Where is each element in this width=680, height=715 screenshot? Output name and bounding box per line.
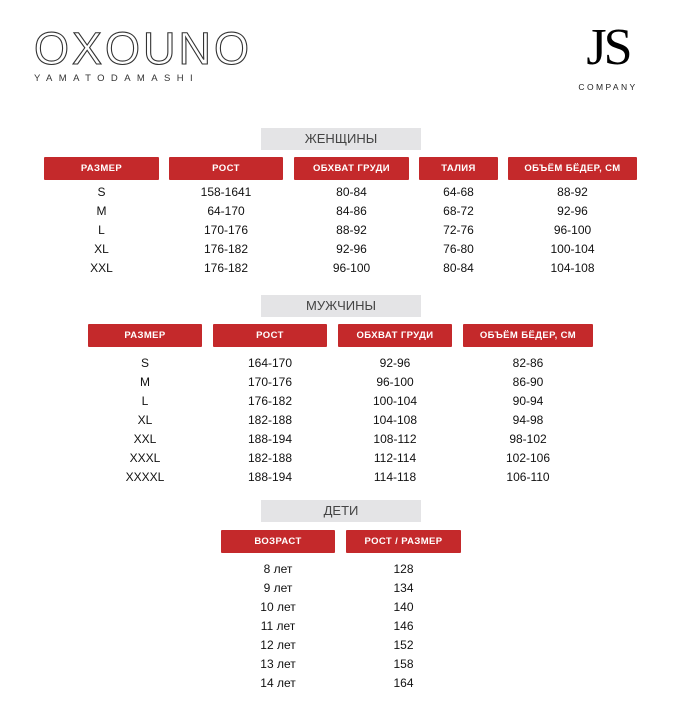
kids-header-height-size: РОСТ / РАЗМЕР [346, 530, 461, 553]
table-cell: 80-84 [336, 185, 367, 199]
table-cell: 102-106 [505, 451, 551, 465]
table-cell: 94-98 [512, 413, 544, 427]
kids-section-title: ДЕТИ [261, 500, 421, 522]
table-cell: 188-194 [247, 470, 293, 484]
table-cell: 176-182 [203, 242, 249, 256]
table-cell: 164-170 [247, 356, 293, 370]
table-cell: 100-104 [550, 242, 595, 256]
table-cell: 158-1641 [200, 185, 252, 199]
table-cell: 96-100 [376, 375, 414, 389]
logo-tagline: YAMATODAMASHI [34, 73, 200, 84]
table-cell: 100-104 [372, 394, 418, 408]
table-cell: 68-72 [443, 204, 474, 218]
table-cell: M [140, 375, 150, 389]
men-header-chest: ОБХВАТ ГРУДИ [338, 324, 452, 347]
table-cell: XL [94, 242, 109, 256]
table-cell: 9 лет [263, 581, 293, 595]
table-cell: 84-86 [336, 204, 367, 218]
table-cell: 80-84 [443, 261, 474, 275]
table-cell: S [140, 356, 149, 370]
table-cell: 72-76 [443, 223, 474, 237]
table-cell: 96-100 [332, 261, 371, 275]
women-header-chest: ОБХВАТ ГРУДИ [294, 157, 409, 180]
logo-company-text: COMPANY [578, 82, 638, 92]
table-cell: 104-108 [372, 413, 418, 427]
table-cell: 146 [393, 619, 414, 633]
table-cell: 92-96 [379, 356, 411, 370]
table-cell: 96-100 [553, 223, 592, 237]
table-cell: L [98, 223, 105, 237]
table-cell: 92-96 [557, 204, 588, 218]
table-cell: 134 [393, 581, 414, 595]
logo-wordmark: OXOUNO [34, 23, 253, 74]
table-cell: XXXXL [125, 470, 165, 484]
table-cell: 114-118 [373, 470, 417, 484]
table-cell: 170-176 [203, 223, 249, 237]
table-cell: 88-92 [557, 185, 588, 199]
women-header-height: РОСТ [169, 157, 283, 180]
table-cell: XL [137, 413, 153, 427]
table-cell: XXL [90, 261, 113, 275]
table-cell: 13 лет [260, 657, 296, 671]
women-section-title: ЖЕНЩИНЫ [261, 128, 421, 150]
table-cell: M [96, 204, 107, 218]
table-cell: 76-80 [443, 242, 474, 256]
table-cell: 98-102 [509, 432, 547, 446]
table-cell: 90-94 [512, 394, 544, 408]
table-cell: 14 лет [260, 676, 296, 690]
table-cell: L [141, 394, 149, 408]
table-cell: 164 [393, 676, 414, 690]
table-cell: XXXL [129, 451, 161, 465]
table-cell: 12 лет [260, 638, 296, 652]
table-cell: 106-110 [506, 470, 550, 484]
table-cell: 128 [393, 562, 414, 576]
table-cell: 64-68 [443, 185, 474, 199]
table-cell: 158 [393, 657, 414, 671]
women-header-size: РАЗМЕР [44, 157, 159, 180]
men-header-height: РОСТ [213, 324, 327, 347]
table-cell: 176-182 [247, 394, 293, 408]
js-company-logo [560, 20, 656, 92]
table-cell: 86-90 [512, 375, 544, 389]
table-cell: 82-86 [512, 356, 544, 370]
oxouno-logo [34, 23, 324, 84]
logo-monogram: JS [586, 19, 630, 76]
table-cell: 11 лет [260, 619, 296, 633]
table-cell: 182-188 [247, 413, 293, 427]
kids-header-age: ВОЗРАСТ [221, 530, 335, 553]
table-cell: 112-114 [373, 451, 417, 465]
women-header-hips: ОБЪЁМ БЁДЕР, СМ [508, 157, 637, 180]
table-cell: 140 [393, 600, 414, 614]
table-cell: 152 [393, 638, 414, 652]
table-cell: 108-112 [373, 432, 417, 446]
men-header-size: РАЗМЕР [88, 324, 202, 347]
table-cell: XXL [133, 432, 157, 446]
table-cell: 64-170 [207, 204, 245, 218]
table-cell: 176-182 [203, 261, 249, 275]
men-section-title: МУЖЧИНЫ [261, 295, 421, 317]
table-cell: 10 лет [260, 600, 296, 614]
table-cell: 182-188 [247, 451, 293, 465]
table-cell: 8 лет [263, 562, 293, 576]
men-header-hips: ОБЪЁМ БЁДЕР, СМ [463, 324, 593, 347]
table-cell: 188-194 [247, 432, 293, 446]
table-cell: 170-176 [247, 375, 293, 389]
table-cell: 104-108 [550, 261, 595, 275]
table-cell: 88-92 [336, 223, 367, 237]
table-cell: 92-96 [336, 242, 367, 256]
women-header-waist: ТАЛИЯ [419, 157, 498, 180]
table-cell: S [97, 185, 106, 199]
